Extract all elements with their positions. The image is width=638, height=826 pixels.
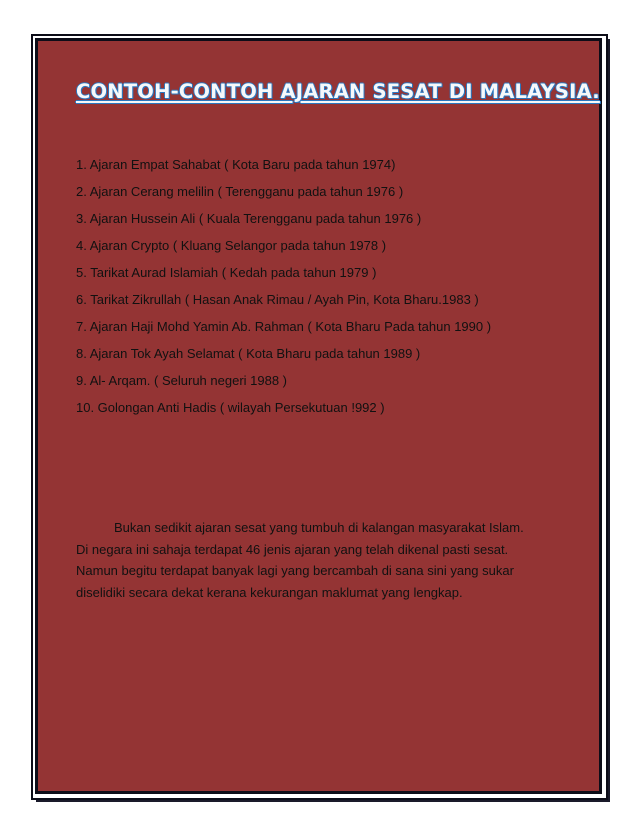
list-item: 10. Golongan Anti Hadis ( wilayah Persekutuan !992 ) — [76, 400, 385, 415]
list-item: 9. Al- Arqam. ( Seluruh negeri 1988 ) — [76, 373, 288, 388]
sect-list — [76, 155, 491, 425]
list-item: 2. Ajaran Cerang melilin ( Terengganu pada tahun 1976 ) — [76, 184, 404, 199]
list-item: 7. Ajaran Haji Mohd Yamin Ab. Rahman ( Kota Bharu Pada tahun 1990 ) — [76, 319, 492, 334]
document-title: CONTOH-CONTOH AJARAN SESAT DI MALAYSIA. — [76, 80, 600, 103]
body-paragraph — [76, 517, 576, 603]
list-item: 4. Ajaran Crypto ( Kluang Selangor pada tahun 1978 ) — [76, 238, 387, 253]
list-item: 6. Tarikat Zikrullah ( Hasan Anak Rimau / Ayah Pin, Kota Bharu.1983 ) — [76, 292, 479, 307]
list-item: 5. Tarikat Aurad Islamiah ( Kedah pada tahun 1979 ) — [76, 265, 377, 280]
list-item: 3. Ajaran Hussein Ali ( Kuala Terengganu pada tahun 1976 ) — [76, 211, 422, 226]
paragraph-line: Namun begitu terdapat banyak lagi yang bercambah di sana sini yang sukar — [76, 563, 514, 578]
list-item: 1. Ajaran Empat Sahabat ( Kota Baru pada tahun 1974) — [76, 157, 396, 172]
list-item: 8. Ajaran Tok Ayah Selamat ( Kota Bharu pada tahun 1989 ) — [76, 346, 421, 361]
paragraph-line: diselidiki secara dekat kerana kekurangan maklumat yang lengkap. — [76, 584, 463, 600]
paragraph-line: Bukan sedikit ajaran sesat yang tumbuh di kalangan masyarakat Islam. — [114, 520, 524, 535]
paragraph-line: Di negara ini sahaja terdapat 46 jenis ajaran yang telah dikenal pasti sesat. — [76, 541, 509, 557]
